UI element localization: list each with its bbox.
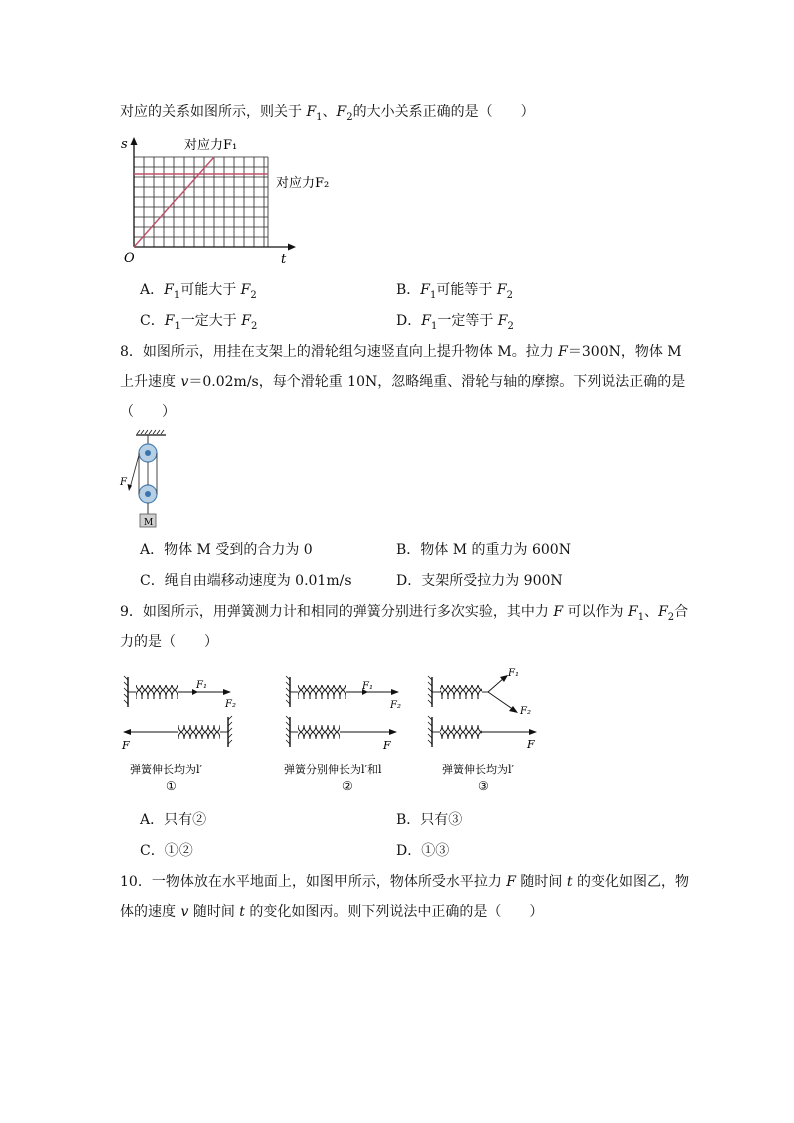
q7-option-a[interactable]: A．$F_1$可能大于 $F_2$ xyxy=(140,282,257,301)
q10-stem-line2: 体的速度 v 随时间 t 的变化如图丙。则下列说法中正确的是（ ） xyxy=(120,904,544,920)
fig1-f2-label: F₂ xyxy=(225,699,236,710)
fig2-f-label: F xyxy=(383,739,391,752)
fig3-number: ③ xyxy=(478,779,489,793)
q9-springs-figure xyxy=(118,662,548,794)
fig3-caption: 弹簧伸长均为l′ xyxy=(442,763,515,776)
fig1-top xyxy=(124,676,236,710)
q8-stem-line3: （ ） xyxy=(120,404,176,420)
q9-option-c[interactable]: C．①② xyxy=(140,843,193,859)
block-m-label: M xyxy=(144,518,154,528)
fig1-f1-label: F₁ xyxy=(196,680,207,691)
fig2-top xyxy=(286,676,401,711)
fig1-bottom xyxy=(121,716,232,752)
fig2-f1-label: F₁ xyxy=(362,681,373,692)
fig3-f2-label: F₂ xyxy=(520,706,531,717)
fig3-bottom xyxy=(428,716,537,751)
q8-option-d[interactable]: D．支架所受拉力为 900N xyxy=(396,573,563,589)
q9-option-b[interactable]: B．只有③ xyxy=(396,812,463,828)
grid xyxy=(134,157,268,247)
q8-option-c[interactable]: C．绳自由端移动速度为 0.01m/s xyxy=(140,573,352,589)
s-label: s xyxy=(121,137,128,152)
origin-label: O xyxy=(124,251,135,266)
fig2-number: ② xyxy=(342,779,353,793)
q8-stem-line1: 8．如图所示，用挂在支架上的滑轮组匀速竖直向上提升物体 M。拉力 F＝300N，物体 M xyxy=(120,344,682,360)
q9-option-a[interactable]: A．只有② xyxy=(140,812,207,828)
fig2-f2-label: F₂ xyxy=(390,700,401,711)
t-label: t xyxy=(281,252,287,267)
fig2-bottom xyxy=(286,716,397,752)
q9-stem-line1: 9．如图所示，用弹簧测力计和相同的弹簧分别进行多次实验，其中力 F 可以作为 $F_1$、$F_2$合 xyxy=(120,604,689,623)
q9-option-d[interactable]: D．①③ xyxy=(396,843,450,859)
fig3-top xyxy=(428,668,531,717)
q8-stem-line2: 上升速度 v＝0.02m/s，每个滑轮重 10N，忽略绳重、滑轮与轴的摩擦。下列说法正确的是 xyxy=(120,374,686,390)
s-axis-arrow xyxy=(131,137,138,145)
q10-stem-line1: 10．一物体放在水平地面上，如图甲所示，物体所受水平拉力 F 随时间 t 的变化如图乙，物 xyxy=(120,874,689,890)
force-f-label: F xyxy=(120,477,127,488)
ceiling-hatch xyxy=(137,430,164,434)
q9-stem-line2: 力的是（ ） xyxy=(120,634,218,650)
fig1-number: ① xyxy=(166,779,177,793)
fig2-caption: 弹簧分别伸长为l′和l xyxy=(284,763,382,776)
q8-pulley-figure xyxy=(116,428,176,532)
q7-option-c[interactable]: C．$F_1$一定大于 $F_2$ xyxy=(140,313,258,332)
q7-st-graph xyxy=(118,130,348,270)
fig3-f-label: F xyxy=(527,738,535,751)
q7-stem: 对应的关系如图所示，则关于 $F_1$、$F_2$的大小关系正确的是（ ） xyxy=(120,104,535,123)
q8-option-b[interactable]: B．物体 M 的重力为 600N xyxy=(396,542,571,558)
fig3-f1-label: F₁ xyxy=(508,668,519,679)
fig1-caption: 弹簧伸长均为l′ xyxy=(130,763,203,776)
f2-label: 对应力F₂ xyxy=(276,176,330,191)
t-axis-arrow xyxy=(288,244,296,251)
q7-option-b[interactable]: B．$F_1$可能等于 $F_2$ xyxy=(396,282,513,301)
q8-option-a[interactable]: A．物体 M 受到的合力为 0 xyxy=(140,542,313,558)
fig1-f-label: F xyxy=(122,739,130,752)
f1-label: 对应力F₁ xyxy=(184,138,238,153)
q7-option-d[interactable]: D．$F_1$一定等于 $F_2$ xyxy=(396,313,514,332)
